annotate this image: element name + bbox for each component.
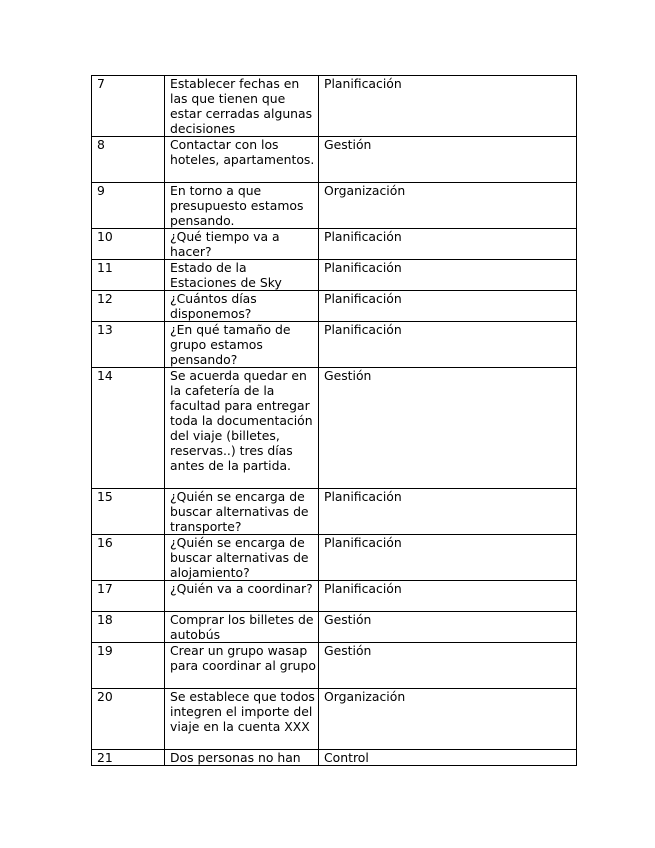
row-category: Planificación bbox=[319, 322, 577, 368]
row-number: 8 bbox=[92, 137, 165, 183]
row-description: ¿Quién se encarga de buscar alternativas de alojamiento? bbox=[165, 535, 319, 581]
row-number: 14 bbox=[92, 368, 165, 489]
row-number: 21 bbox=[92, 750, 165, 766]
row-category: Planificación bbox=[319, 260, 577, 291]
row-description: ¿En qué tamaño de grupo estamos pensando? bbox=[165, 322, 319, 368]
row-category: Planificación bbox=[319, 535, 577, 581]
row-description: Se acuerda quedar en la cafetería de la facultad para entregar toda la documentación del viaje (billetes, reservas..) tres días antes de la partida. bbox=[165, 368, 319, 489]
row-number: 16 bbox=[92, 535, 165, 581]
row-number: 13 bbox=[92, 322, 165, 368]
row-description: Comprar los billetes de autobús bbox=[165, 612, 319, 643]
table-row bbox=[92, 750, 577, 766]
row-number: 17 bbox=[92, 581, 165, 612]
table-row bbox=[92, 137, 577, 183]
row-category: Organización bbox=[319, 689, 577, 750]
row-number: 20 bbox=[92, 689, 165, 750]
row-description: Contactar con los hoteles, apartamentos. bbox=[165, 137, 319, 183]
row-number: 11 bbox=[92, 260, 165, 291]
row-description: Se establece que todos integren el importe del viaje en la cuenta XXX bbox=[165, 689, 319, 750]
row-category: Gestión bbox=[319, 612, 577, 643]
row-number: 15 bbox=[92, 489, 165, 535]
row-number: 10 bbox=[92, 229, 165, 260]
table-row bbox=[92, 322, 577, 368]
row-description: ¿Qué tiempo va a hacer? bbox=[165, 229, 319, 260]
row-category: Gestión bbox=[319, 643, 577, 689]
row-description: ¿Quién va a coordinar? bbox=[165, 581, 319, 612]
row-number: 7 bbox=[92, 76, 165, 137]
row-description: En torno a que presupuesto estamos pensando. bbox=[165, 183, 319, 229]
row-description: Estado de la Estaciones de Sky bbox=[165, 260, 319, 291]
row-category: Gestión bbox=[319, 137, 577, 183]
table-row bbox=[92, 643, 577, 689]
row-description: ¿Quién se encarga de buscar alternativas de transporte? bbox=[165, 489, 319, 535]
table-row bbox=[92, 76, 577, 137]
row-category: Planificación bbox=[319, 291, 577, 322]
table-row bbox=[92, 183, 577, 229]
task-table bbox=[91, 75, 577, 766]
row-category: Planificación bbox=[319, 489, 577, 535]
row-number: 18 bbox=[92, 612, 165, 643]
table-row bbox=[92, 612, 577, 643]
table-row bbox=[92, 260, 577, 291]
row-category: Control bbox=[319, 750, 577, 766]
table-row bbox=[92, 229, 577, 260]
row-description: Dos personas no han bbox=[165, 750, 319, 766]
row-category: Planificación bbox=[319, 76, 577, 137]
row-category: Planificación bbox=[319, 229, 577, 260]
row-category: Planificación bbox=[319, 581, 577, 612]
row-number: 12 bbox=[92, 291, 165, 322]
row-number: 19 bbox=[92, 643, 165, 689]
table-row bbox=[92, 368, 577, 489]
row-number: 9 bbox=[92, 183, 165, 229]
table-row bbox=[92, 581, 577, 612]
row-category: Organización bbox=[319, 183, 577, 229]
task-table-body bbox=[92, 76, 577, 766]
row-description: Crear un grupo wasap para coordinar al grupo bbox=[165, 643, 319, 689]
row-category: Gestión bbox=[319, 368, 577, 489]
row-description: ¿Cuántos días disponemos? bbox=[165, 291, 319, 322]
row-description: Establecer fechas en las que tienen que estar cerradas algunas decisiones bbox=[165, 76, 319, 137]
table-row bbox=[92, 291, 577, 322]
table-row bbox=[92, 535, 577, 581]
table-row bbox=[92, 489, 577, 535]
table-row bbox=[92, 689, 577, 750]
